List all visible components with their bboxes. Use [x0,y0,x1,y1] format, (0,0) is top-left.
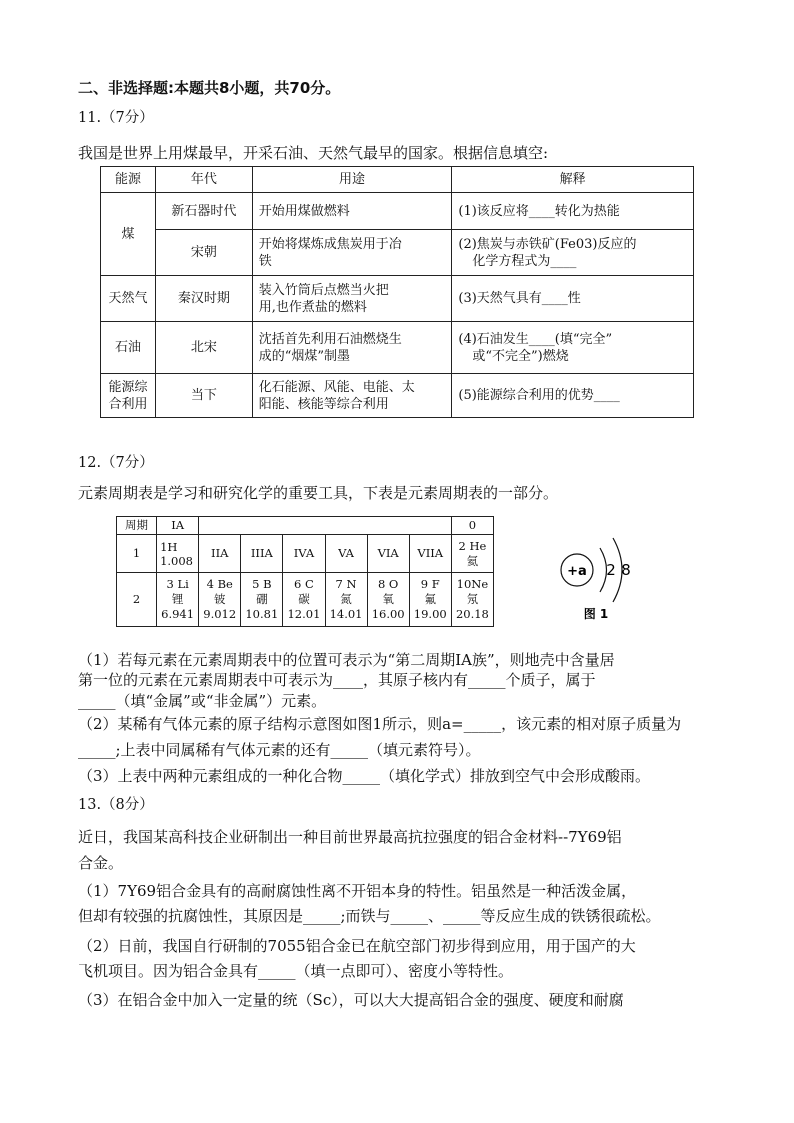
pt-element-n: 7 N 氮 14.01 [325,573,367,627]
q13-number: 13.（8分） [78,797,154,813]
use-coal-fuel: 开始用煤做燃料 [252,193,452,230]
header-era: 年代 [155,167,252,193]
pt-group-ia: IA [157,517,199,535]
q11-energy-table [100,166,694,418]
pt-group-iiia: IIIA [241,535,283,573]
pt-blank [199,517,452,535]
use-oil: 沈括首先利用石油燃烧生 成的“烟煤”制墨 [252,322,452,374]
era-present: 当下 [155,374,252,418]
exp-5: (5)能源综合利用的优势____ [452,374,694,418]
figure-caption: 图 1 [583,607,609,621]
q13-line6: 飞机项目。因为铝合金具有_____（填一点即可）、密度小等特性。 [78,962,514,980]
periodic-table [116,516,494,627]
atom-structure-diagram [555,520,655,625]
shell-1-count: 2 [606,561,616,579]
pt-group-iva: IVA [283,535,325,573]
q13-line2: 合金。 [78,854,124,872]
pt-group-iia: IIA [199,535,241,573]
pt-element-b: 5 B 硼 10.81 [241,573,283,627]
q12-part2-line2: _____;上表中同属稀有气体元素的还有_____（填元素符号）。 [78,741,481,759]
pt-element-c: 6 C 碳 12.01 [283,573,325,627]
energy-coal: 煤 [101,193,156,276]
era-song: 宋朝 [155,230,252,276]
exp-2: (2)焦炭与赤铁矿(Fe03)反应的 化学方程式为____ [452,230,694,276]
shell-2-count: 8 [621,561,631,579]
q12-part1-line1: （1）若每元素在元素周期表中的位置可表示为“第二周期IA族”，则地壳中含量居 [78,651,615,669]
nucleus-label: +a [567,564,587,579]
pt-period-1: 1 [117,535,157,573]
q13-line4: 但却有较强的抗腐蚀性，其原因是_____;而铁与_____、_____等反应生成的铁锈很疏松。 [78,907,661,925]
pt-element-be: 4 Be 铍 9.012 [199,573,241,627]
exp-3: (3)天然气具有____性 [452,276,694,322]
use-gas: 装入竹筒后点燃当火把 用,也作煮盐的燃料 [252,276,452,322]
header-explanation: 解释 [452,167,694,193]
q13-line5: （2）日前，我国自行研制的7055铝合金已在航空部门初步得到应用，用于国产的大 [78,937,636,955]
pt-group-0: 0 [451,517,493,535]
pt-element-h: 1H 1.008 [157,535,199,573]
era-qin-han: 秦汉时期 [155,276,252,322]
pt-element-f: 9 F 氟 19.00 [409,573,451,627]
use-integrated: 化石能源、风能、电能、太 阳能、核能等综合利用 [252,374,452,418]
q12-part2-line1: （2）某稀有气体元素的原子结构示意图如图1所示，则a=_____，该元素的相对原子质量为 [78,715,682,733]
energy-natural-gas: 天然气 [101,276,156,322]
section-title: 二、非选择题:本题共8小题，共70分。 [78,79,341,97]
pt-group-viia: VIIA [409,535,451,573]
q12-part1-line2: 第一位的元素在元素周期表中可表示为____，其原子核内有_____个质子，属于 [78,671,596,689]
pt-period-header: 周期 [117,517,157,535]
header-energy: 能源 [101,167,156,193]
era-northern-song: 北宋 [155,322,252,374]
q13-line7: （3）在铝合金中加入一定量的统（Sc），可以大大提高铝合金的强度、硬度和耐腐 [78,991,624,1009]
q13-line1: 近日，我国某高科技企业研制出一种目前世界最高抗拉强度的铝合金材料--7Y69铝 [78,828,622,846]
era-neolithic: 新石器时代 [155,193,252,230]
q12-number: 12.（7分） [78,455,154,471]
pt-element-ne: 10Ne 氖 20.18 [451,573,493,627]
pt-group-va: VA [325,535,367,573]
pt-period-2: 2 [117,573,157,627]
pt-element-li: 3 Li 锂 6.941 [157,573,199,627]
q11-intro: 我国是世界上用煤最早，开采石油、天然气最早的国家。根据信息填空: [78,144,549,162]
header-use: 用途 [252,167,452,193]
pt-element-he: 2 He 氦 [451,535,493,573]
q12-part1-line3: _____（填“金属”或“非金属”）元素。 [78,692,327,710]
exp-4: (4)石油发生____(填“完全” 或“不完全”)燃烧 [452,322,694,374]
use-coke: 开始将煤炼成焦炭用于冶 铁 [252,230,452,276]
q11-number: 11.（7分） [78,110,154,126]
q13-line3: （1）7Y69铝合金具有的高耐腐蚀性离不开铝本身的特性。铝虽然是一种活泼金属， [78,882,637,900]
exp-1: (1)该反应将____转化为热能 [452,193,694,230]
q12-intro: 元素周期表是学习和研究化学的重要工具，下表是元素周期表的一部分。 [78,484,559,502]
energy-integrated: 能源综 合利用 [101,374,156,418]
pt-group-via: VIA [367,535,409,573]
energy-oil: 石油 [101,322,156,374]
pt-element-o: 8 O 氧 16.00 [367,573,409,627]
q12-part3-line1: （3）上表中两种元素组成的一种化合物_____（填化学式）排放到空气中会形成酸雨。 [78,767,651,785]
